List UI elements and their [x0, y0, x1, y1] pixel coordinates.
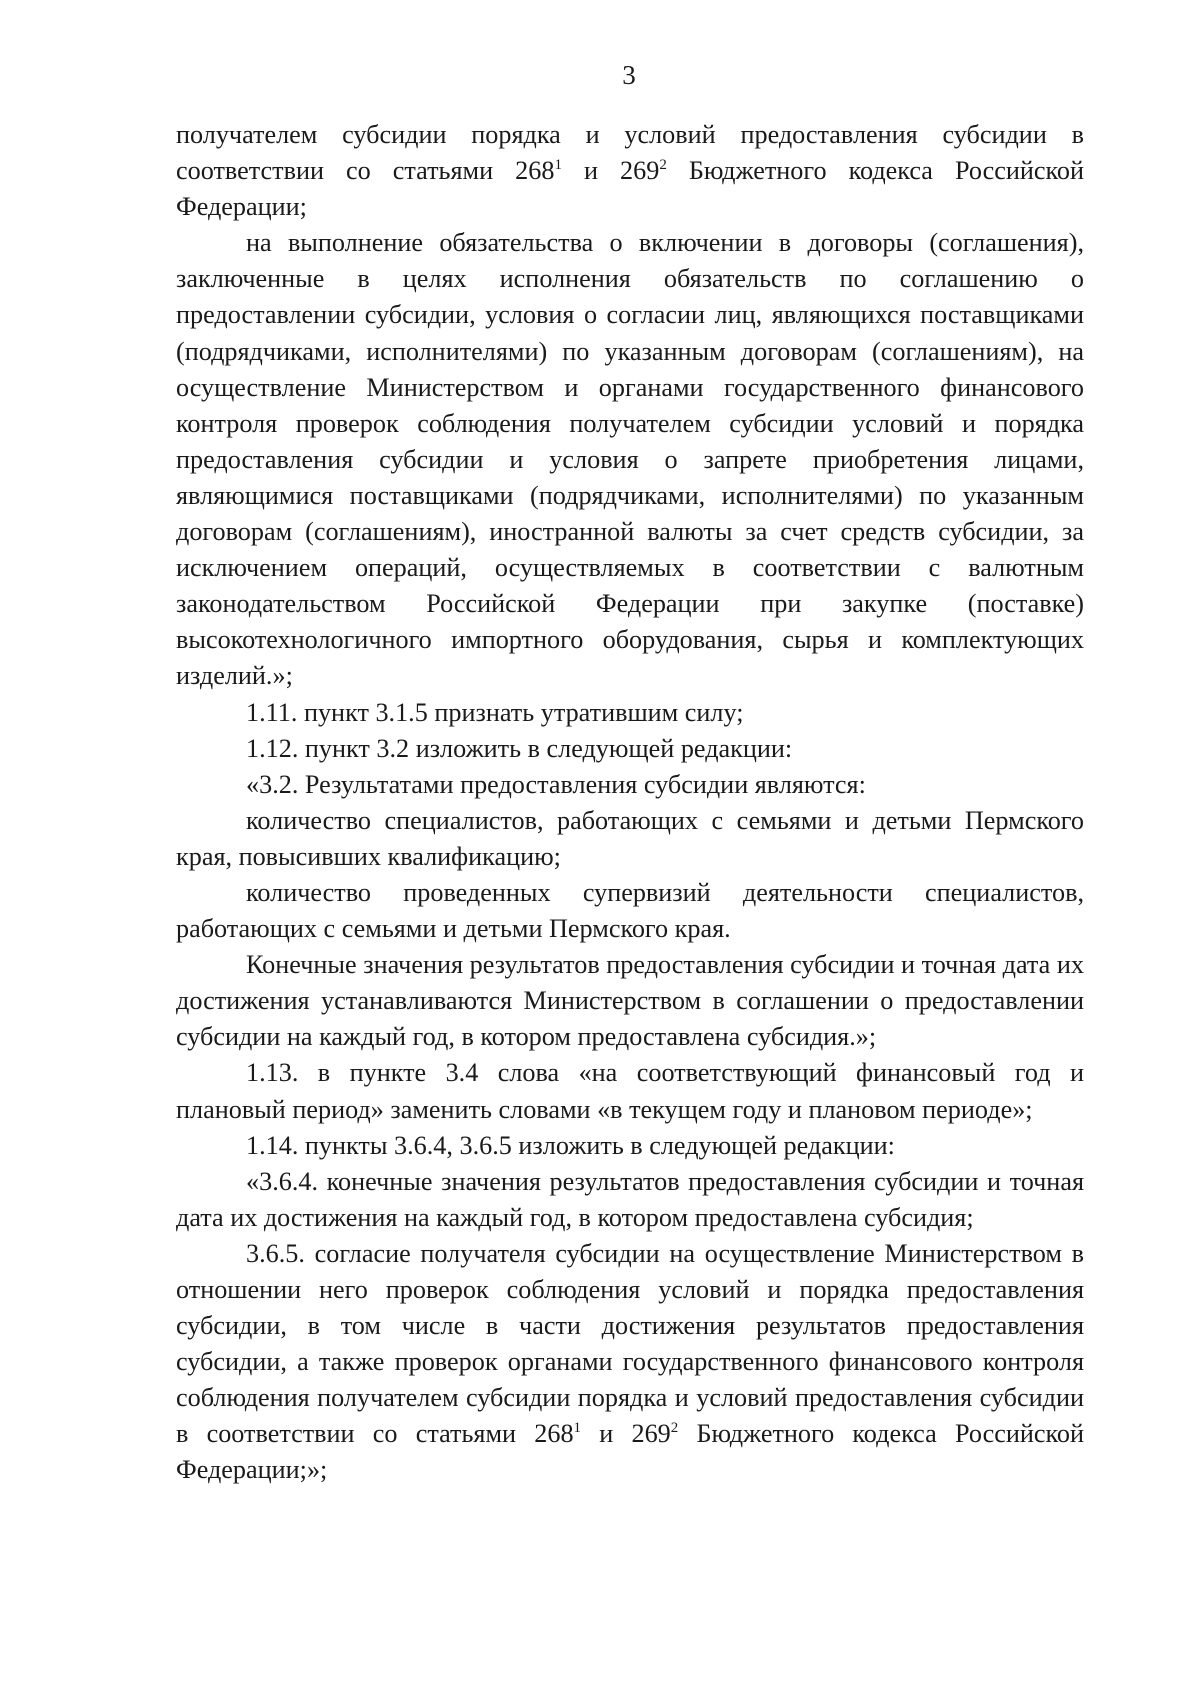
- text-run: получателем субсидии порядка и условий предоставления субсидии в соответствии со статьями 268: [176, 120, 1084, 186]
- superscript: 1: [573, 1420, 582, 1437]
- text-run: Бюджетного кодекса Российской Федерации;»;: [176, 1419, 1085, 1485]
- paragraph-p2: [176, 225, 1084, 694]
- text-run: 3.6.5. согласие получателя субсидии на осуществление Министерством в отношении него проверок соблюдения условий и порядка предоставления субсидии, в том числе в части достижения результатов предоставления субсидии, а также проверок органами государственного финансового контроля соблюдения получателем субсидии порядка и условий предоставления субсидии в соответствии со статьями 268: [176, 1238, 1084, 1449]
- paragraph-p8: [176, 947, 1084, 1055]
- superscript: 1: [554, 157, 562, 174]
- text-run: 1.11. пункт 3.1.5 признать утратившим силу;: [246, 697, 744, 727]
- text-run: количество проведенных супервизий деятельности специалистов, работающих с семьями и детьми Пермского края.: [176, 877, 1084, 944]
- page-number: 3: [622, 60, 636, 90]
- text-run: Конечные значения результатов предоставления субсидии и точная дата их достижения устанавливаются Министерством в соглашении о предоставлении субсидии на каждый год, в котором предоставлена субсидия.»;: [176, 950, 1084, 1052]
- superscript: 2: [670, 1420, 679, 1437]
- text-run: 1.14. пункты 3.6.4, 3.6.5 изложить в следующей редакции:: [246, 1130, 895, 1160]
- text-run: и 269: [561, 156, 660, 186]
- paragraph-p7: [176, 875, 1084, 947]
- paragraph-p6: [176, 803, 1084, 875]
- text-run: на выполнение обязательства о включении в договоры (соглашения), заключенные в целях исполнения обязательств по соглашению о предоставлении субсидии, условия о согласии лиц, являющихся поставщиками (подрядчиками, исполнителями) по указанным договорам (соглашениям), на осуществление Министерством и органами государственного финансового контроля проверок соблюдения получателем субсидии условий и порядка предоставления субсидии и условия о запрете приобретения лицами, являющимися поставщиками (подрядчиками, исполнителями) по указанным договорам (соглашениям), иностранной валюты за счет средств субсидии, за исключением операций, осуществляемых в соответствии с валютным законодательством Российской Федерации при закупке (поставке) высокотехнологичного импортного оборудования, сырья и комплектующих изделий.»;: [176, 228, 1084, 691]
- paragraph-p9: [176, 1055, 1084, 1127]
- paragraph-p3: [176, 695, 1084, 731]
- text-run: «3.6.4. конечные значения результатов предоставления субсидии и точная дата их достижения на каждый год, в котором предоставлена субсидия;: [176, 1166, 1084, 1232]
- text-run: и 269: [581, 1419, 671, 1449]
- paragraph-p11: [176, 1164, 1084, 1236]
- text-run: 1.13. в пункте 3.4 слова «на соответствующий финансовый год и плановый период» заменить словами «в текущем году и плановом периоде»;: [176, 1058, 1084, 1124]
- paragraph-p1: [176, 117, 1084, 225]
- text-run: Бюджетного кодекса Российской Федерации;: [176, 156, 1084, 222]
- paragraph-p4: [176, 731, 1084, 767]
- document-body: [176, 117, 1084, 1489]
- paragraph-p5: [176, 767, 1084, 803]
- text-run: 1.12. пункт 3.2 изложить в следующей редакции:: [246, 733, 793, 763]
- paragraph-p10: [176, 1128, 1084, 1164]
- text-run: количество специалистов, работающих с семьями и детьми Пермского края, повысивших квалификацию;: [176, 805, 1084, 871]
- superscript: 2: [659, 157, 667, 174]
- paragraph-p12: [176, 1236, 1084, 1489]
- text-run: «3.2. Результатами предоставления субсидии являются:: [246, 769, 866, 799]
